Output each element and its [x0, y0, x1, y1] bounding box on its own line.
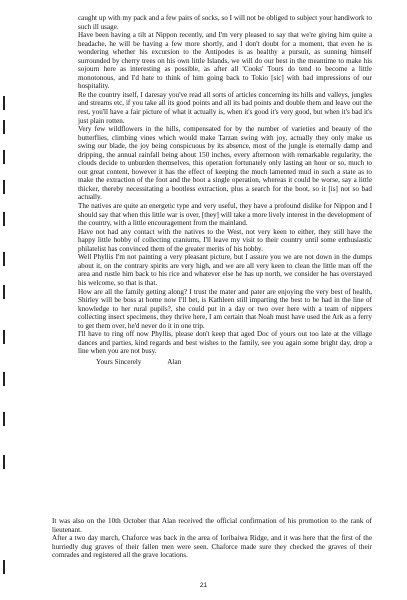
binding-mark — [3, 252, 5, 266]
page-number: 21 — [199, 582, 208, 589]
letter-paragraph: caught up with my pack and a few pairs of socks, so I will not be obliged to subject your handiwork to such ill usage. — [78, 14, 372, 31]
letter-paragraph: How are all the family getting along? I trust the mater and pater are enjoying the very best of health, Shirley will be boss at home now I'll bet, is Kathleen still imparting the best to be had in the line of knowledge to her rural pupils?, she could put in a day or two over here with a team of nippers collecting insect specimens, they thrive here, I am certain that Noah must have used the Ark as a ferry to get them over, he'd never do it in one trip. — [78, 287, 372, 330]
letter-paragraph: I'll have to ring off now Phyllis, please don't keep that aged Doc of yours out too late at the village dances and parties, kind regards and best wishes to the family, see you again some bright day, drop a line when you are not busy. — [78, 330, 372, 356]
narrative-paragraph: It was also on the 10th October that Alan received the official confirmation of his promotion to the rank of lieutenant. — [52, 517, 372, 534]
letter-text — [78, 14, 372, 366]
binding-mark — [3, 212, 5, 226]
binding-mark — [3, 455, 5, 469]
narrative-text — [52, 517, 372, 560]
binding-mark — [3, 330, 5, 344]
narrative-paragraph: After a two day march, Chaforce was back in the area of Ioribaiwa Ridge, and it was here that the first of the hurriedly dug graves of their fallen men were seen. Chaforce made sure they checked the graves of their comrades and registered all the grave locations. — [52, 534, 372, 560]
letter-signoff — [96, 358, 372, 367]
letter-paragraph: Have not had any contact with the natives to the West, not very keen to either, they still have the happy little hobby of collecting craniums, I'll leave my visit to their country until some enthusiastic philatelist has convinced them of the greater merits of his hobby. — [78, 227, 372, 253]
binding-mark — [3, 180, 5, 194]
binding-mark — [3, 285, 5, 299]
binding-mark — [3, 412, 5, 426]
letter-paragraph: Very few wildflowers in the hills, compensated for by the number of varieties and beauty of the butterflies, climbing vines which would make Tarzan swing with joy, actually they only make us swing our blade, the joy being conspicuous by its absence, most of the jungle is eternally damp and dripping, the annual rainfall being about 150 inches, every afternoon with remarkable regularity, the clouds decide to unburden themselves, this operation fortunately only lasting an hour or so, much to our great content, however it has the effect of keeping the much lamented mud in such a state as to make the extraction of the foot and the boot a single operation, whereas it could be worse, say a little thicker, thereby necessitating a bootless extraction, plus a search for the boot, so it [is] not so bad actually. — [78, 125, 372, 202]
letter-paragraph: The natives are quite an energetic type and very useful, they have a profound dislike for Nippon and I should say that when this little war is over, [they] will take a more lively interest in the development of the country, with a little encouragement from the mainland. — [78, 202, 372, 228]
binding-mark — [3, 150, 5, 164]
binding-mark — [3, 96, 5, 110]
letter-paragraph: Well Phyllis I'm not painting a very pleasant picture, but I assure you we are not down in the dumps about it, on the contrary spirits are very high, and we are all very keen to clean the little man off the area and rustle him back to his rice and whatever else he has up north, we consider he has overstayed his welcome, so that is that. — [78, 253, 372, 287]
binding-mark — [3, 560, 5, 574]
letter-signature: Alan — [167, 357, 182, 366]
letter-closing: Yours Sincerely — [96, 357, 142, 366]
letter-paragraph: Have been having a tilt at Nippon recently, and I'm very pleased to say that we're giving him quite a headache, he will be having a few more shortly, and I don't doubt for a moment, that even he is wondering whether his excursion to the Antipodes is as healthy a pursuit, as sunning himself surrounded by cherry trees on his own little Islands, we will do our best in the meantime to make his sojourn here as interesting as possible, as after all 'Cooks' Tours do tend to become a little monotonous, and I'd hate to think of him going back to Tokio [sic] with bad impressions of our hospitality. — [78, 31, 372, 91]
binding-mark — [3, 372, 5, 386]
binding-mark — [3, 120, 5, 134]
letter-paragraph: Re the country itself, I daresay you've read all sorts of articles concerning its hills and valleys, jungles and streams etc, if you take all its good points and all its bad points and double them and leave out the rest, you'll have a fair picture of what it actually is, when it's good it's very good, but when it's bad it's just plain rotten. — [78, 90, 372, 125]
